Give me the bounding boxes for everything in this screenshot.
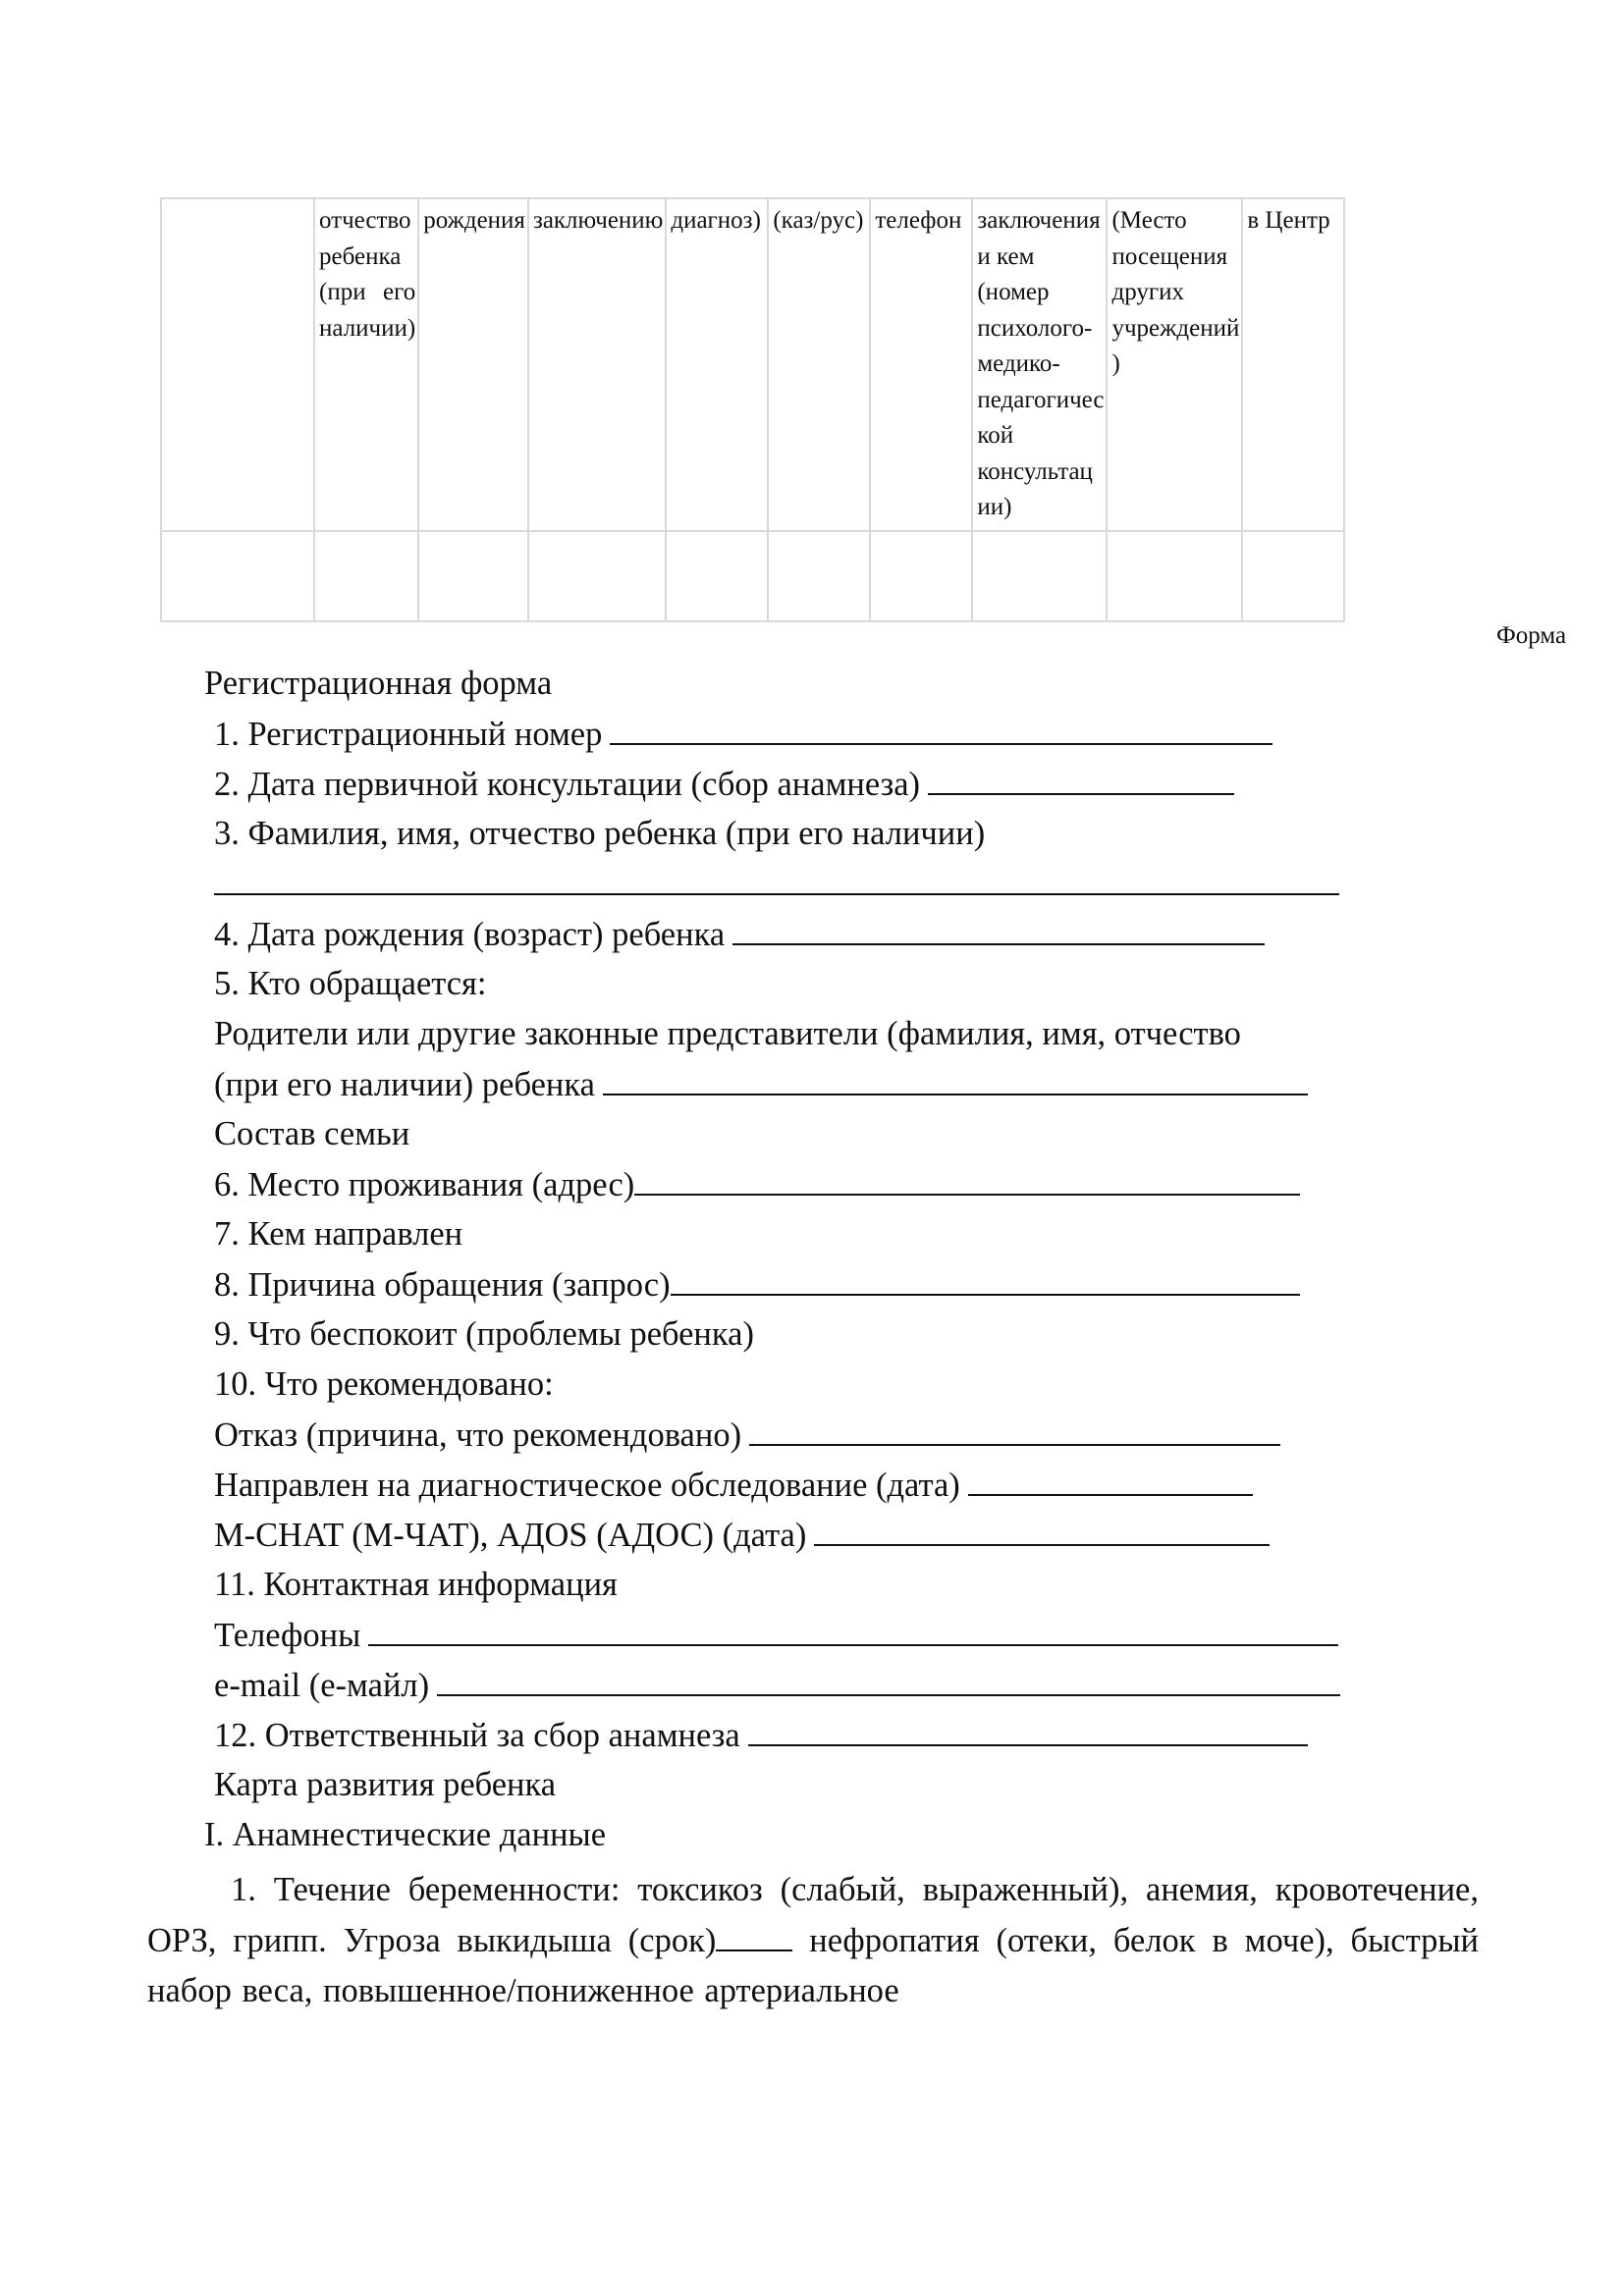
field-parents-line1: Родители или другие законные представители (фамилия, имя, отчество: [214, 1015, 1241, 1052]
reg-number-blank[interactable]: [610, 714, 1272, 745]
header-cell-conclusion: заключению: [528, 198, 666, 531]
address-blank[interactable]: [634, 1164, 1300, 1196]
header-cell-pmpk: заключения и кем (номер психолого-медико-педагогичес кой консультац ии): [972, 198, 1107, 531]
email-blank[interactable]: [437, 1665, 1340, 1696]
responsible-blank[interactable]: [748, 1715, 1308, 1746]
table-cell[interactable]: [1107, 531, 1242, 621]
diagnostic-blank[interactable]: [968, 1465, 1253, 1496]
field-label: 8. Причина обращения (запрос): [214, 1266, 671, 1304]
field-reg-number: [214, 714, 1272, 754]
table-cell[interactable]: [161, 531, 314, 621]
first-consult-date-blank[interactable]: [928, 764, 1234, 795]
section-heading: I. Анамнестические данные: [204, 1816, 607, 1853]
field-family: Состав семьи: [214, 1115, 410, 1152]
child-name-blank[interactable]: [214, 864, 1339, 895]
field-label: 1. Регистрационный номер: [214, 716, 603, 753]
phones-blank[interactable]: [368, 1615, 1338, 1646]
field-birth-date: [214, 914, 1265, 954]
field-recommended: 10. Что рекомендовано:: [214, 1365, 554, 1403]
form-label: Форма: [1496, 622, 1567, 649]
header-cell-language: (каз/рус): [768, 198, 870, 531]
field-label: 3. Фамилия, имя, отчество ребенка (при его наличии): [214, 815, 986, 852]
field-label: Отказ (причина, что рекомендовано): [214, 1416, 742, 1454]
paragraph-text: 1. Течение беременности: токсикоз (слабый, выраженный), анемия, кровотечение, ОРЗ, грипп. Угроза выкидыша (срок): [147, 1871, 1479, 1959]
reason-blank[interactable]: [671, 1264, 1300, 1296]
header-cell-birth: рождения: [418, 198, 528, 531]
table-cell[interactable]: [1242, 531, 1344, 621]
child-name-line: [214, 864, 1339, 904]
field-label: Телефоны: [214, 1617, 361, 1654]
field-parents: [214, 1064, 1308, 1104]
miscarriage-term-blank[interactable]: [716, 1920, 792, 1951]
field-label: 4. Дата рождения (возраст) ребенка: [214, 916, 726, 953]
field-child-name: [214, 814, 985, 853]
parents-blank[interactable]: [603, 1064, 1308, 1095]
field-diagnostic: [214, 1465, 1253, 1505]
field-mchat: [214, 1515, 1270, 1555]
field-who-applies: 5. Кто обращается:: [214, 965, 487, 1002]
table-cell[interactable]: [528, 531, 666, 621]
field-first-consult-date: [214, 764, 1234, 804]
header-cell-phone: телефон: [870, 198, 972, 531]
header-cell: [161, 198, 314, 531]
field-referred-by: 7. Кем направлен: [214, 1215, 463, 1253]
development-card-title: Карта развития ребенка: [214, 1766, 557, 1803]
field-refusal: [214, 1415, 1280, 1455]
field-label: 6. Место проживания (адрес): [214, 1166, 635, 1203]
field-label: Направлен на диагностическое обследование (дата): [214, 1467, 960, 1504]
header-cell-child-name: отчество ребенка (при его наличии): [314, 198, 418, 531]
table-cell[interactable]: [972, 531, 1107, 621]
field-label: (при его наличии) ребенка: [214, 1066, 595, 1103]
pregnancy-paragraph: [147, 1865, 1479, 2017]
birth-date-blank[interactable]: [732, 914, 1265, 945]
field-reason: [214, 1264, 1300, 1305]
field-address: [214, 1164, 1300, 1204]
table-cell[interactable]: [666, 531, 768, 621]
field-phones: [214, 1615, 1338, 1655]
field-contacts: 11. Контактная информация: [214, 1566, 618, 1603]
field-responsible: [214, 1715, 1308, 1755]
table-cell[interactable]: [870, 531, 972, 621]
header-cell-diagnosis: диагноз): [666, 198, 768, 531]
field-email: [214, 1665, 1340, 1705]
header-cell-center: в Центр: [1242, 198, 1344, 531]
table-header-row: [161, 198, 1344, 531]
field-label: M-CHAT (М-ЧАТ), АДОS (АДОС) (дата): [214, 1517, 807, 1554]
table-cell[interactable]: [314, 531, 418, 621]
header-cell-other-institutions: (Место посещения других учреждений ): [1107, 198, 1242, 531]
table-cell[interactable]: [768, 531, 870, 621]
refusal-blank[interactable]: [749, 1415, 1280, 1446]
registry-table: [160, 197, 1345, 622]
field-label: 12. Ответственный за сбор анамнеза: [214, 1717, 740, 1754]
field-label: e-mail (е-майл): [214, 1667, 430, 1704]
field-label: 2. Дата первичной консультации (сбор анамнеза): [214, 766, 921, 803]
table-cell[interactable]: [418, 531, 528, 621]
mchat-blank[interactable]: [814, 1515, 1270, 1546]
field-concerns: 9. Что беспокоит (проблемы ребенка): [214, 1315, 754, 1353]
paragraph-text: нефропатия (отеки, белок в моче), быстрый набор веса, повышенное/пониженное артериальное: [147, 1921, 1479, 2009]
table-row: [161, 531, 1344, 621]
registration-title: Регистрационная форма: [204, 665, 553, 702]
